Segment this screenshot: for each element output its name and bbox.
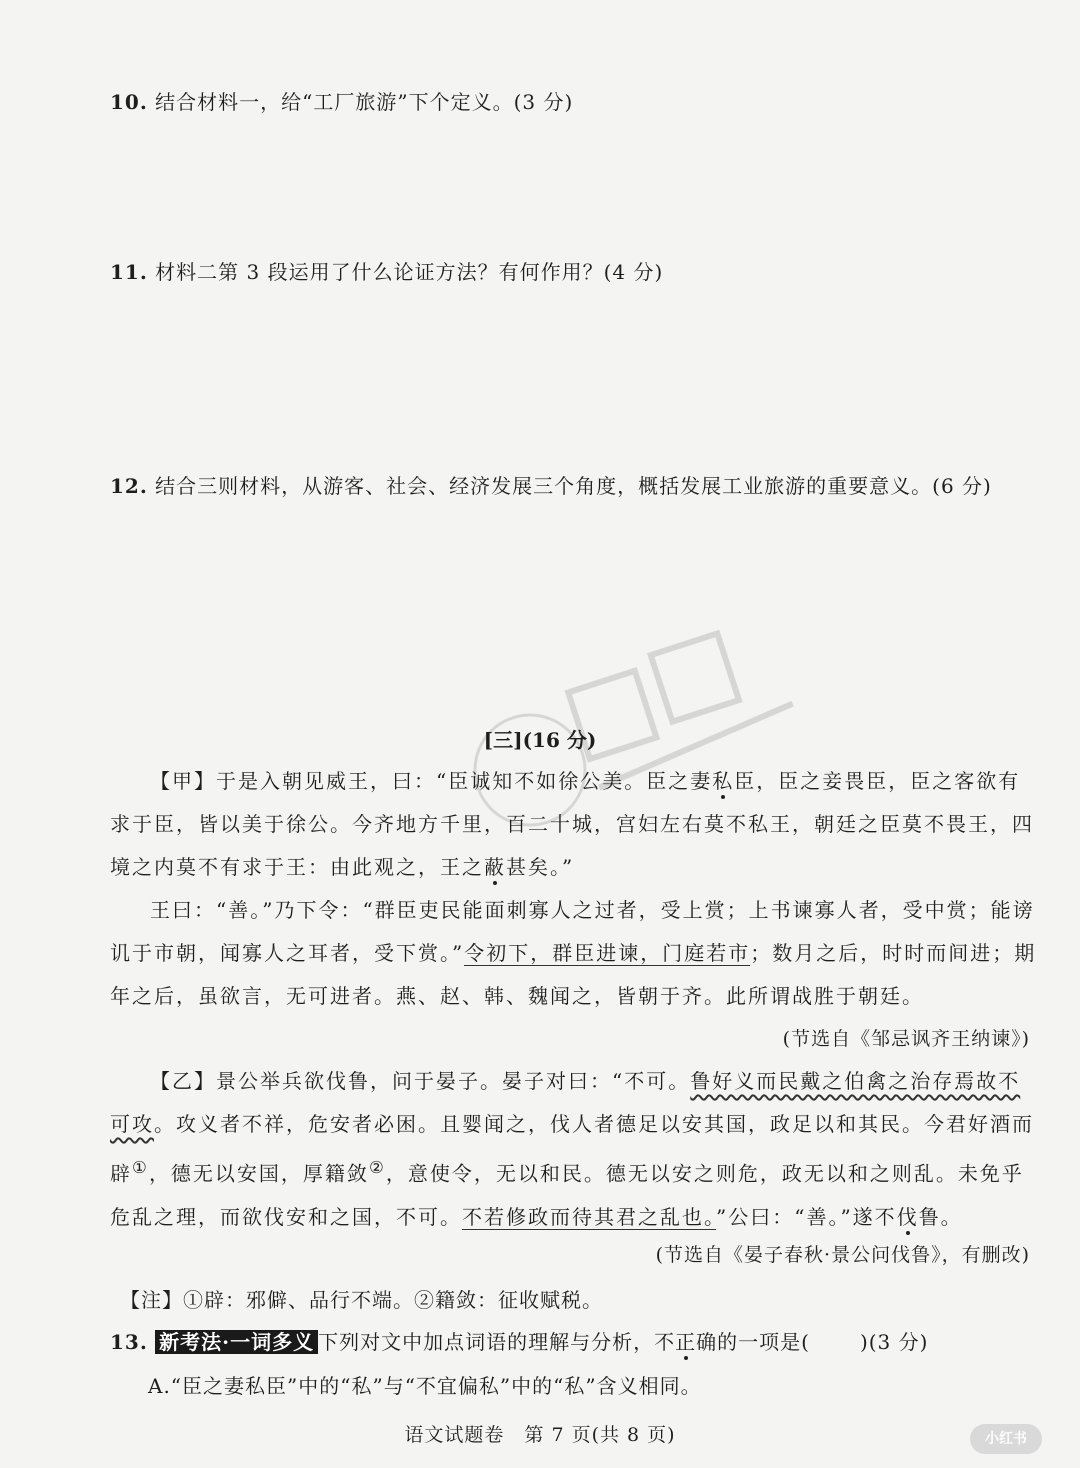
- passage-text: ，德无以安国，厚籍敛: [148, 1161, 369, 1186]
- dotted-word: 不正确: [654, 1330, 718, 1354]
- passage-text: 。攻义者不祥，危安者必困。且婴闻之，伐人者德足以安其国，政足以和其民。今君好酒而辟: [110, 1112, 1034, 1186]
- passage-text: 臣，臣之妾畏臣，臣之客欲有求于臣，皆以美于徐公。今齐地方千里，百二十城，宫妇左右莫不私王，朝廷之臣莫不畏王，四境之内莫不有求于王：由此观之，王之: [110, 769, 1034, 879]
- passage-text: 于是入朝见威王，曰：“臣诚知不如徐公美。臣之妻: [216, 769, 713, 793]
- passage-text: 景公举兵欲伐鲁，问于晏子。晏子对曰：“不可。: [216, 1069, 691, 1093]
- passage-label: 【甲】: [150, 769, 216, 793]
- passage-text: ；数月之后，时时而间进；期年之后，虽欲言，无可进者。燕、赵、韩、魏闻之，皆朝于齐。此所谓战胜于朝廷。: [110, 941, 1037, 1008]
- question-text: 结合三则材料，从游客、社会、经济发展三个角度，概括发展工业旅游的重要意义。(6 分): [155, 474, 992, 498]
- dotted-word: 蔽: [484, 855, 506, 879]
- question-number: 12.: [110, 474, 148, 498]
- passage-text: ，意使令，无以和民。德无以安之则危，政无以和之则乱。未免乎危乱之理，而欲伐安和之国，不可。: [110, 1161, 1024, 1229]
- passage-text: 王曰：“善。”乃下令：“群臣吏民能面刺寡人之过者，受上赏；上书谏寡人者，受中赏；能谤讥于市朝，闻寡人之耳者，受下赏。”: [110, 898, 1035, 965]
- question-text: 的一项是(: [717, 1330, 810, 1354]
- section-title: [三](16 分): [483, 728, 597, 752]
- question-13: [110, 1326, 928, 1355]
- question-11: [110, 256, 663, 285]
- underlined-sentence: 令初下，群臣进谏，门庭若市: [464, 941, 751, 965]
- question-10: [110, 86, 573, 115]
- source-citation-jia: (节选自《邹忌讽齐王纳谏》): [782, 1028, 1030, 1050]
- passage-text: ”公曰：“善。”遂不: [716, 1204, 897, 1229]
- question-text: 下列对文中加点词语的理解与分析，: [318, 1330, 655, 1354]
- underlined-sentence: 不若修政而待其君之乱也。: [462, 1204, 716, 1229]
- page-footer: 语文试题卷 第 7 页(共 8 页): [404, 1424, 676, 1446]
- dotted-word: 伐: [896, 1204, 919, 1229]
- question-number: 13.: [110, 1330, 148, 1354]
- wavy-underlined-sentence: 鲁好义而民戴之伯禽之治存焉故不可攻: [110, 1069, 1021, 1136]
- annotation-note: 【注】①辟：邪僻、品行不端。②籍敛：征收赋税。: [120, 1288, 603, 1312]
- passage-jia-paragraph-2: [110, 889, 1040, 1018]
- footnote-marker: ②: [368, 1158, 386, 1177]
- question-12: [110, 470, 992, 499]
- dotted-word: 私: [712, 769, 735, 793]
- question-type-tag: 新考法·一词多义: [155, 1330, 318, 1354]
- source-citation-yi: (节选自《晏子春秋·景公问伐鲁》，有删改): [655, 1244, 1030, 1266]
- passage-yi: [110, 1060, 1040, 1239]
- question-number: 10.: [110, 90, 148, 114]
- footnote-marker: ①: [132, 1158, 149, 1177]
- option-a: A.“臣之妻私臣”中的“私”与“不宜偏私”中的“私”含义相同。: [148, 1374, 702, 1398]
- question-text: 结合材料一，给“工厂旅游”下个定义。(3 分): [155, 90, 574, 114]
- platform-watermark-badge: 小红书: [970, 1424, 1042, 1454]
- passage-text: 甚矣。”: [506, 855, 575, 879]
- question-text: 材料二第 3 段运用了什么论证方法？有何作用？(4 分): [155, 260, 664, 284]
- passage-text: 鲁。: [918, 1204, 963, 1229]
- question-text: )(3 分): [859, 1330, 929, 1354]
- question-number: 11.: [110, 260, 148, 284]
- passage-label: 【乙】: [150, 1069, 216, 1093]
- passage-jia-paragraph-1: [110, 760, 1040, 889]
